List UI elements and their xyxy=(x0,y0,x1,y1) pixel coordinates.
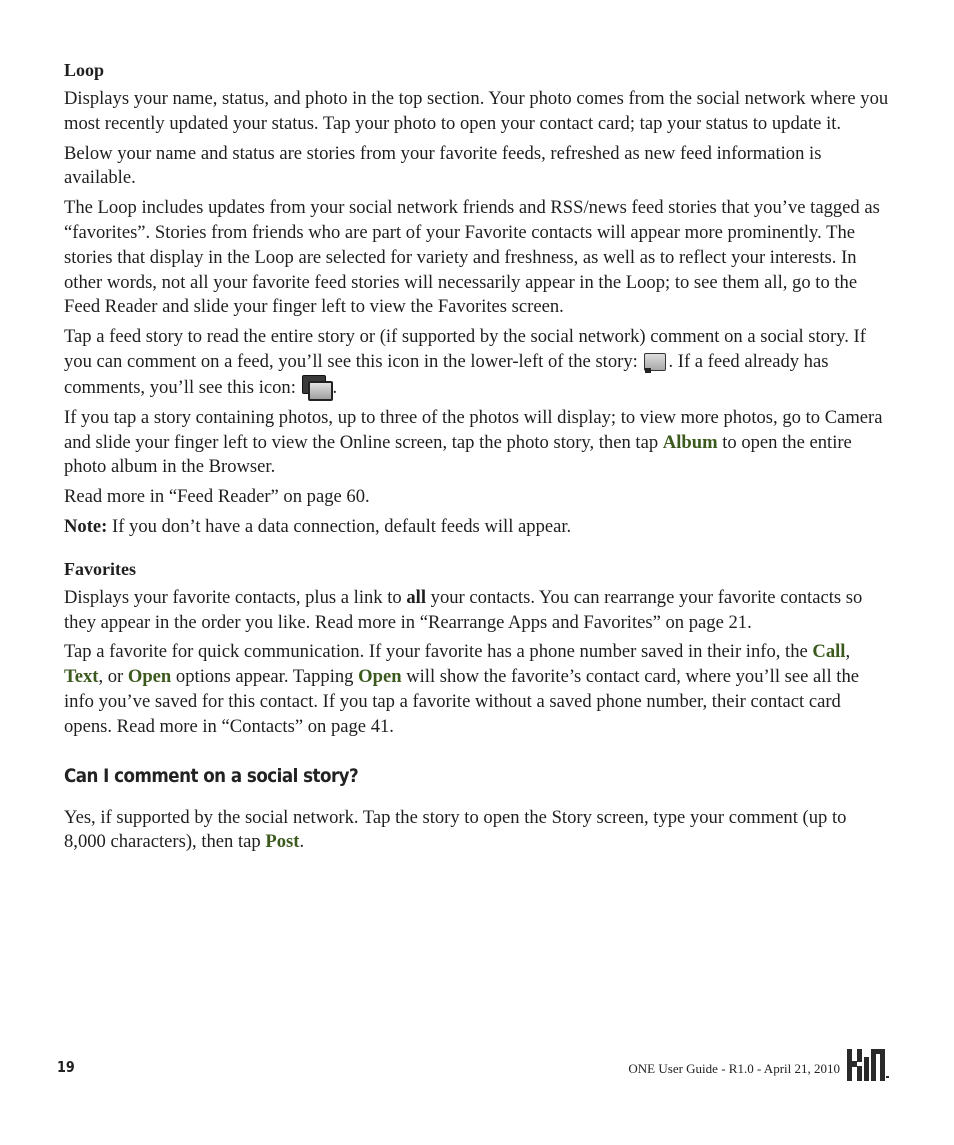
fav-p2-text-c: will show the favorite’s contact card, where you’ll see all the info you’ve saved for this contact. If you tap a favorite without a saved phone number, their contact card opens. Read more in “Contacts” on page 41. xyxy=(64,666,859,737)
fav-sep-2: , or xyxy=(98,666,128,688)
text-keyword: Text xyxy=(64,666,99,688)
loop-paragraph-6: Read more in “Feed Reader” on page 60. xyxy=(64,486,370,508)
note-paragraph xyxy=(64,515,890,540)
all-keyword: all xyxy=(406,586,427,608)
loop-paragraph-5 xyxy=(64,406,890,480)
loop-p4-text-c: . xyxy=(332,376,338,398)
comment-bubble-icon xyxy=(644,353,666,371)
open-keyword: Open xyxy=(127,666,172,688)
loop-paragraph-2: Below your name and status are stories from your favorite feeds, refreshed as new feed information is available. xyxy=(64,142,822,189)
favorites-paragraph-2 xyxy=(64,640,890,739)
post-keyword: Post xyxy=(265,831,300,853)
fav-p1-text-b: your contacts. You can rearrange your favorite contacts so they appear in the order you like. Read more in “Rearrange Apps and Favorites” on page 21. xyxy=(64,586,863,633)
loop-p5-text-b: to open the entire photo album in the Browser. xyxy=(64,431,852,478)
call-keyword: Call xyxy=(812,641,846,663)
favorites-paragraph-1 xyxy=(64,586,890,636)
page-content xyxy=(64,58,890,860)
footer-guide-text: ONE User Guide - R1.0 - April 21, 2010 xyxy=(628,1061,840,1076)
note-label: Note: xyxy=(64,515,108,537)
favorites-heading: Favorites xyxy=(64,558,136,579)
faq-text-a: Yes, if supported by the social network. Tap the story to open the Story screen, type your comment (up to 8,000 characters), then tap xyxy=(64,806,847,853)
note-text: If you don’t have a data connection, default feeds will appear. xyxy=(107,515,572,537)
fav-p2-text-a: Tap a favorite for quick communication. If your favorite has a phone number saved in their info, the xyxy=(64,641,813,663)
fav-p2-text-b: options appear. Tapping xyxy=(171,666,359,688)
album-keyword: Album xyxy=(662,431,718,453)
fav-sep-1: , xyxy=(845,641,851,663)
faq-text-b: . xyxy=(299,831,305,853)
loop-p5-text-a: If you tap a story containing photos, up to three of the photos will display; to view more photos, go to Camera and slide your finger left to view the Online screen, tap the photo story, then tap xyxy=(64,406,883,453)
faq-heading: Can I comment on a social story? xyxy=(64,764,359,787)
faq-paragraph xyxy=(64,806,890,856)
loop-p4-text-a: Tap a feed story to read the entire story or (if supported by the social network) comment on a social story. If you can comment on a feed, you’ll see this icon in the lower-left of the story: xyxy=(64,326,866,372)
loop-paragraph-1: Displays your name, status, and photo in the top section. Your photo comes from the social network where you most recently updated your status. Tap your photo to open your contact card; tap your status to update it. xyxy=(64,88,889,134)
open-keyword-2: Open xyxy=(358,666,402,688)
page-number: 19 xyxy=(57,1058,75,1076)
loop-paragraph-4 xyxy=(64,325,890,401)
kin-logo xyxy=(846,1047,890,1081)
comments-stack-icon xyxy=(302,375,332,401)
fav-p1-text-a: Displays your favorite contacts, plus a link to xyxy=(64,586,407,608)
loop-p4-text-b: . If a feed already has comments, you’ll see this icon: xyxy=(64,350,829,398)
loop-paragraph-3: The Loop includes updates from your social network friends and RSS/news feed stories that you’ve tagged as “favorites”. Stories from friends who are part of your Favorite contacts will appear more prominently. The stories that display in the Loop are selected for variety and freshness, as well as to reflect your interests. In other words, not all your favorite feed stories will necessarily appear in the Loop; to see them all, go to the Feed Reader and slide your finger left to view the Favorites screen. xyxy=(64,197,880,318)
loop-heading: Loop xyxy=(64,60,105,80)
